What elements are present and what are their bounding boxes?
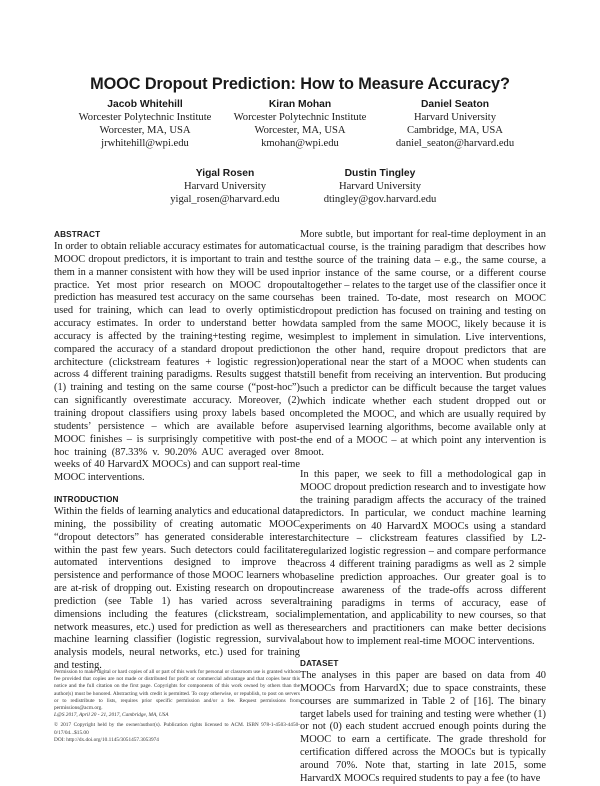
author-email: dtingley@gov.harvard.edu [323,194,437,206]
abstract-text: In order to obtain reliable accuracy estimates for automatic MOOC dropout predictors, it is important to train and test them in a manner consistent with how they will be used in practice. Yet most prior research on MOOC dropout prediction has measured test accuracy on the same course used for training, which can lead to overly optimistic accuracy estimates. In order to understand better how accuracy is affected by the training+testing regime, we compared the accuracy of a standard dropout prediction architecture (clickstream features + logistic regression) across 4 different training paradigms. Results suggest that (1) training and testing on the same course (“post-hoc”) can significantly overestimate accuracy. Moreover, (2) training dropout classifiers using proxy labels based on students’ persistence – which are available before a MOOC finishes – is surprisingly competitive with post-hoc training (87.33% v. 90.20% AUC averaged over 8 weeks of 40 HarvardX MOOCs) and can support real-time MOOC interventions. [54,241,300,484]
paper-title: MOOC Dropout Prediction: How to Measure Accuracy? [90,75,510,93]
author-affiliation: Harvard University [413,112,497,124]
author-email: kmohan@wpi.edu [261,138,339,150]
author-block-whitehill [60,98,230,150]
introduction-text: Within the fields of learning analytics and educational data mining, the possibility of creating automatic MOOC “dropout detectors” has generated considerable interest within the past few years. Such detectors could facilitate automated interventions designed to improve the persistence and performance of those MOOC learners who are at-risk of dropping out. Existing research on dropout prediction (see Table 1) has varied across several dimensions including the features (clickstream, social network measures, etc.) used for prediction as well as the machine learning classifier (logistic regression, survival analysis models, neural networks, etc.) used for training and testing. [54,506,300,672]
author-block-seaton [370,98,540,150]
author-block-mohan [215,98,385,150]
author-affiliation: Worcester Polytechnic Institute [233,112,367,124]
author-block-rosen [140,167,310,206]
author-block-tingley [295,167,465,206]
author-affiliation: Harvard University [183,181,267,193]
right-para-1: More subtle, but important for real-time deployment in an actual course, is the training paradigm that describes how the source of the training data – e.g., the same course, a prior instance of the same course, or a different course altogether – relates to the target use of the classifier once it has been trained. To-date, most research on MOOC dropout prediction has focused on training and testing on data sampled from the same MOOC, likely because it is simplest to implement in simulation. Live interventions, on the other hand, require dropout predictors that are operational near the start of a MOOC when students can still benefit from receiving an intervention. But producing such a predictor can be difficult because the target values which indicate whether each student dropped out or completed the MOOC, and which are usually required by supervised learning algorithms, become available only at the end of a MOOC – at which point any intervention is moot. [300,229,546,459]
author-affiliation: Harvard University [338,181,422,193]
right-para-2: In this paper, we seek to fill a methodological gap in MOOC dropout prediction research and to investigate how the training paradigm affects the accuracy of the trained predictors. In particular, we conduct machine learning experiments on 40 HarvardX MOOCs using a standard architecture – clickstream features classified by L2-regularized logistic regression – and compare performance across 4 different training paradigms as well as 2 simple baseline prediction approaches. Our greater goal is to increase awareness of the trade-offs across different training paradigms in terms of accuracy, ease of implementation, and applicability to new courses, so that researchers and practitioners can make better decisions about how to implement real-time MOOC interventions. [300,469,546,648]
author-name: Yigal Rosen [195,168,255,179]
author-name: Kiran Mohan [268,99,332,110]
introduction-heading: INTRODUCTION [54,495,119,505]
conference-info: L@S 2017, April 20 - 21, 2017, Cambridge, MA, USA [54,712,169,719]
author-location: Worcester, MA, USA [99,125,191,137]
doi-text: DOI: http://dx.doi.org/10.1145/3051457.3053974 [54,736,159,743]
copyright-text: © 2017 Copyright held by the owner/author(s). Publication rights licensed to ACM. ISBN 978-1-4503-4450-0/17/04...$15.00 [54,722,300,736]
dataset-text: The analyses in this paper are based on data from 40 MOOCs from HarvardX; due to space constraints, these courses are summarized in Table 2 of [16]. The binary target labels used for training and testing were whether (1) or not (0) each student accrued enough points during the MOOC to earn a certificate. The grade threshold for certification differed across the MOOCs but is typically around 70%. Note that, starting in late 2015, some HarvardX MOOCs required students to pay a fee (to have [300,670,546,784]
author-email: jrwhitehill@wpi.edu [101,138,189,150]
abstract-heading: ABSTRACT [54,230,101,239]
author-email: yigal_rosen@harvard.edu [170,194,280,206]
dataset-heading: DATASET [300,659,339,668]
author-location: Cambridge, MA, USA [407,125,503,137]
author-email: daniel_seaton@harvard.edu [395,138,515,150]
author-affiliation: Worcester Polytechnic Institute [78,112,212,124]
permission-notice [54,669,300,744]
left-column [54,229,300,673]
author-name: Jacob Whitehill [107,99,183,110]
author-name: Dustin Tingley [344,168,416,179]
permission-text: Permission to make digital or hard copies of all or part of this work for personal or classroom use is granted without fee provided that copies are not made or distributed for profit or commercial advantage and that copies bear this notice and the full citation on the first page. Copyrights for components of this work owned by others than the author(s) must be honored. Abstracting with credit is permitted. To copy otherwise, or republish, to post on servers or to redistribute to lists, requires prior specific permission and/or a fee. Request permissions from permissions@acm.org. [54,669,300,712]
author-name: Daniel Seaton [420,99,490,110]
author-location: Worcester, MA, USA [254,125,346,137]
right-column [300,229,546,786]
